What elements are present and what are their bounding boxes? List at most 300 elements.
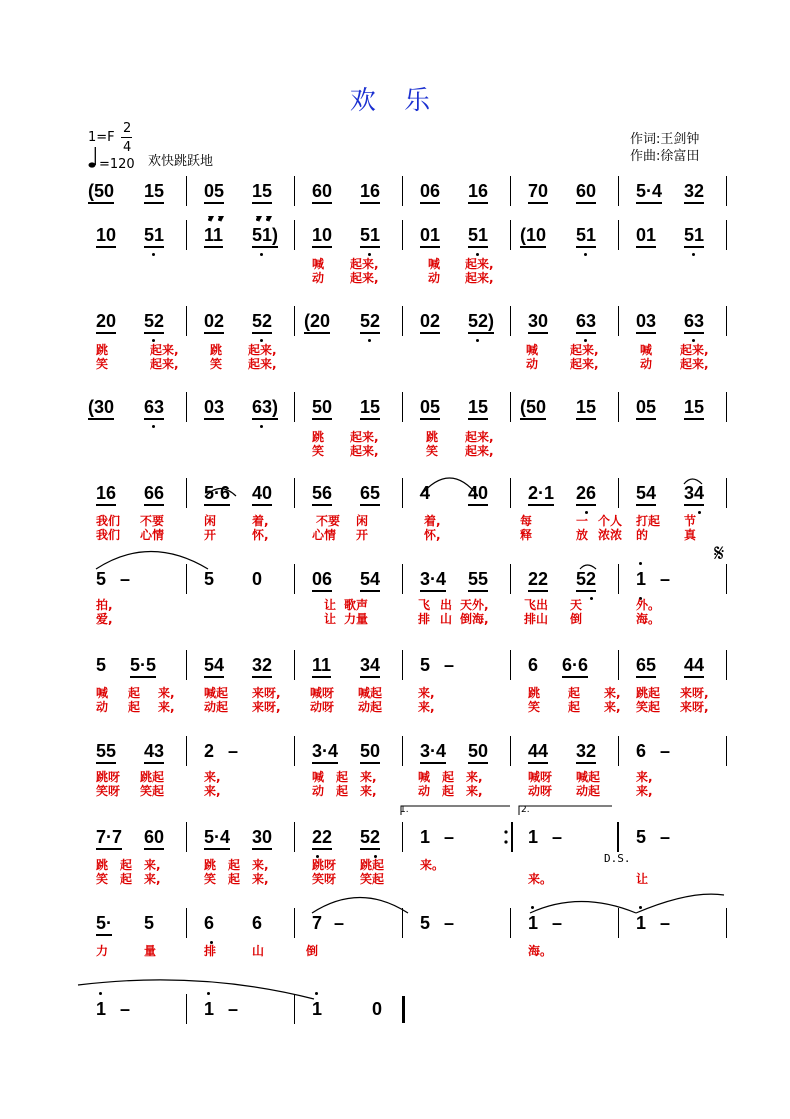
note-group: 10: [96, 224, 116, 248]
low-octave-dot: [152, 425, 155, 428]
note-group: 16: [468, 180, 488, 204]
note-group: 30: [252, 826, 272, 850]
lyric-syllable: 起: [128, 700, 141, 714]
low-octave-dot: [260, 339, 263, 342]
lyric-syllable: 来,: [604, 700, 621, 714]
barline: [402, 822, 403, 852]
lyric-syllable: 来呀,: [252, 700, 281, 714]
lyric-syllable: 笑: [96, 357, 109, 371]
note-group: 02: [204, 310, 224, 334]
accent-mark-icon: [266, 216, 272, 222]
lyric-syllable: 来呀,: [252, 686, 281, 700]
high-octave-dot: [639, 562, 642, 565]
barline: [294, 822, 295, 852]
lyric-syllable: 开: [204, 528, 217, 542]
note-group: 52: [576, 568, 596, 592]
lyric-syllable: 动呀: [310, 700, 335, 714]
accent-mark-icon: [218, 216, 224, 222]
barline: [618, 736, 619, 766]
lyric-syllable: 跳: [528, 686, 541, 700]
lyric-syllable: 力: [96, 944, 109, 958]
barline: [510, 478, 511, 508]
note-group: 2: [204, 741, 215, 761]
barline: [402, 478, 403, 508]
barline: [726, 564, 727, 594]
lyric-syllable: 跳: [96, 343, 109, 357]
note-group: 60: [576, 180, 596, 204]
low-octave-dot: [692, 339, 695, 342]
note-group: 4: [420, 483, 431, 503]
lyric-syllable: 跳呀: [312, 858, 337, 872]
lyric-syllable: 起: [128, 686, 141, 700]
lyric-syllable: 来,: [204, 770, 221, 784]
barline: [186, 220, 187, 250]
note-group: 6: [528, 655, 539, 675]
volta-bracket-2: [519, 806, 612, 815]
lyric-syllable: 来,: [418, 700, 435, 714]
note-group: 1: [636, 569, 647, 589]
lyric-syllable: 来,: [636, 784, 653, 798]
note-group: 1: [204, 999, 215, 1019]
note-group: 5: [636, 827, 647, 847]
note-group: 7·7: [96, 826, 122, 850]
note-group: 44: [528, 740, 548, 764]
lyric-syllable: 动: [526, 357, 539, 371]
lyric-syllable: 喊起: [204, 686, 229, 700]
high-octave-dot: [315, 992, 318, 995]
note-group: 60: [312, 180, 332, 204]
lyric-syllable: 动: [428, 271, 441, 285]
note-group: 40: [468, 482, 488, 506]
barline: [618, 306, 619, 336]
note-group: –: [660, 569, 671, 589]
note-group: 15: [360, 396, 380, 420]
note-group: 5·6: [204, 482, 230, 506]
note-group: 5: [96, 569, 107, 589]
low-octave-dot: [476, 339, 479, 342]
lyric-syllable: 动呀: [528, 784, 553, 798]
lyric-syllable: 起来,: [248, 357, 277, 371]
note-group: (50: [520, 396, 546, 420]
note-group: –: [660, 741, 671, 761]
lyric-syllable: 心情: [140, 528, 165, 542]
note-group: 0: [372, 999, 383, 1019]
accent-mark-icon: [208, 216, 214, 222]
note-group: 1: [96, 999, 107, 1019]
lyric-syllable: 着,: [424, 514, 441, 528]
lyric-syllable: 着,: [252, 514, 269, 528]
lyric-syllable: 来,: [636, 770, 653, 784]
time-signature-line: [121, 137, 132, 138]
tempo-mark: =120: [99, 157, 135, 172]
note-group: –: [120, 999, 131, 1019]
lyric-syllable: 山: [252, 944, 265, 958]
lyric-syllable: 起: [568, 686, 581, 700]
note-group: 65: [360, 482, 380, 506]
lyric-syllable: 跳: [210, 343, 223, 357]
note-group: 56: [312, 482, 332, 506]
note-group: 52: [360, 310, 380, 334]
note-group: 06: [312, 568, 332, 592]
barline: [294, 564, 295, 594]
lyric-syllable: 起: [442, 770, 455, 784]
note-group: 50: [312, 396, 332, 420]
lyric-syllable: 起: [568, 700, 581, 714]
note-group: 5: [144, 913, 155, 933]
note-group: 5: [420, 655, 431, 675]
lyric-syllable: 来呀,: [680, 700, 709, 714]
note-group: 1: [528, 827, 539, 847]
note-group: –: [120, 569, 131, 589]
lyric-syllable: 的: [636, 528, 649, 542]
lyric-syllable: 笑呀: [312, 872, 337, 886]
lyric-syllable: 倒: [570, 612, 583, 626]
high-octave-dot: [99, 992, 102, 995]
lyric-syllable: 跳: [204, 858, 217, 872]
high-octave-dot: [531, 906, 534, 909]
barline: [294, 994, 295, 1024]
note-group: 51: [360, 224, 380, 248]
lyric-syllable: 倒: [306, 944, 319, 958]
volta-bracket-1: [401, 806, 510, 815]
lyric-syllable: 放: [576, 528, 589, 542]
barline: [510, 736, 511, 766]
lyric-syllable: 让: [324, 612, 337, 626]
note-group: 15: [684, 396, 704, 420]
tie-arc: [78, 980, 314, 999]
note-group: 16: [360, 180, 380, 204]
note-group: 32: [252, 654, 272, 678]
barline: [402, 650, 403, 680]
lyric-syllable: 爱,: [96, 612, 113, 626]
lyric-syllable: 笑起: [636, 700, 661, 714]
lyric-syllable: 山: [440, 612, 453, 626]
note-group: (50: [88, 180, 114, 204]
note-group: 65: [636, 654, 656, 678]
lyric-syllable: 起: [336, 784, 349, 798]
note-group: 34: [360, 654, 380, 678]
ds-marking: D.S.: [604, 852, 631, 865]
note-group: 51: [144, 224, 164, 248]
lyric-syllable: 起来,: [570, 357, 599, 371]
note-group: 03: [204, 396, 224, 420]
lyric-syllable: 跳起: [636, 686, 661, 700]
lyric-syllable: 起来,: [680, 357, 709, 371]
segno-sign: 𝄋: [714, 539, 725, 567]
lyric-syllable: 浓浓: [598, 528, 623, 542]
note-group: 16: [96, 482, 116, 506]
note-group: 6: [204, 913, 215, 933]
lyric-syllable: 一: [576, 514, 589, 528]
note-group: –: [660, 913, 671, 933]
lyric-syllable: 不要: [140, 514, 165, 528]
note-group: 03: [636, 310, 656, 334]
barline: [186, 392, 187, 422]
barline: [294, 650, 295, 680]
lyric-syllable: 动起: [204, 700, 229, 714]
lyric-syllable: 动: [418, 784, 431, 798]
note-group: 55: [96, 740, 116, 764]
lyric-syllable: 让: [324, 598, 337, 612]
lyric-syllable: 来,: [158, 686, 175, 700]
note-group: 15: [144, 180, 164, 204]
lyric-syllable: 喊: [428, 257, 441, 271]
barline: [294, 306, 295, 336]
lyric-syllable: 跳: [96, 858, 109, 872]
note-group: 51: [684, 224, 704, 248]
expression-mark: 欢快跳跃地: [148, 154, 214, 169]
note-group: –: [228, 741, 239, 761]
note-group: 63: [576, 310, 596, 334]
low-octave-dot: [698, 511, 701, 514]
note-group: 2·1: [528, 482, 554, 506]
lyric-syllable: 来,: [252, 872, 269, 886]
barline: [510, 564, 511, 594]
lyric-syllable: 打起: [636, 514, 661, 528]
lyric-syllable: 海。: [528, 944, 553, 958]
note-group: 3·4: [312, 740, 338, 764]
barline: [186, 478, 187, 508]
lyric-syllable: 跳起: [360, 858, 385, 872]
note-group: 51: [468, 224, 488, 248]
lyric-syllable: 心情: [312, 528, 337, 542]
lyric-syllable: 来呀,: [680, 686, 709, 700]
time-signature-bottom: 4: [123, 140, 132, 155]
note-group: 11: [312, 654, 331, 678]
lyric-syllable: 喊起: [358, 686, 383, 700]
lyric-syllable: 喊: [640, 343, 653, 357]
high-octave-dot: [207, 992, 210, 995]
note-group: 05: [204, 180, 224, 204]
note-group: 52: [360, 826, 380, 850]
lyric-syllable: 起来,: [350, 444, 379, 458]
barline: [726, 736, 727, 766]
lyric-syllable: 怀,: [424, 528, 441, 542]
tie-arc: [96, 552, 208, 570]
note-group: 1: [312, 999, 323, 1019]
lyric-syllable: 喊: [418, 770, 431, 784]
barline: [186, 176, 187, 206]
lyric-syllable: 起来,: [350, 257, 379, 271]
lyric-syllable: 量: [144, 944, 157, 958]
lyric-syllable: 开: [356, 528, 369, 542]
note-group: 5·4: [204, 826, 230, 850]
barline: [294, 478, 295, 508]
note-group: 40: [252, 482, 272, 506]
barline: [294, 736, 295, 766]
volta-1-label: 1.: [400, 805, 409, 815]
low-octave-dot: [476, 253, 479, 256]
lyric-syllable: 动: [312, 784, 325, 798]
lyric-syllable: 起来,: [465, 271, 494, 285]
barline: [402, 564, 403, 594]
barline: [402, 392, 403, 422]
tie-arc: [530, 902, 636, 914]
lyric-syllable: 动: [96, 700, 109, 714]
lyric-syllable: 拍,: [96, 598, 113, 612]
barline: [726, 220, 727, 250]
lyric-syllable: 来,: [144, 872, 161, 886]
lyric-syllable: 天: [570, 598, 583, 612]
note-group: 51: [576, 224, 596, 248]
lyric-syllable: 笑呀: [96, 784, 121, 798]
low-octave-dot: [260, 253, 263, 256]
barline: [618, 478, 619, 508]
low-octave-dot: [368, 339, 371, 342]
note-group: 43: [144, 740, 164, 764]
barline: [510, 306, 511, 336]
low-octave-dot: [260, 425, 263, 428]
note-group: –: [228, 999, 239, 1019]
note-group: 51): [252, 224, 278, 248]
note-group: 63: [144, 396, 164, 420]
lyric-syllable: 跳: [426, 430, 439, 444]
note-group: 10: [312, 224, 332, 248]
lyric-syllable: 起来,: [465, 444, 494, 458]
note-group: 1: [420, 827, 431, 847]
lyric-syllable: 不要: [316, 514, 341, 528]
lyric-syllable: 闲: [204, 514, 217, 528]
lyric-syllable: 外。: [636, 598, 661, 612]
note-group: –: [334, 913, 345, 933]
note-group: 06: [420, 180, 440, 204]
lyric-syllable: 排: [204, 944, 217, 958]
lyric-syllable: 天外,: [460, 598, 489, 612]
barline: [726, 392, 727, 422]
lyric-syllable: 来,: [360, 784, 377, 798]
note-group: 52: [144, 310, 164, 334]
barline: [726, 650, 727, 680]
note-group: 3·4: [420, 740, 446, 764]
lyric-syllable: 起: [442, 784, 455, 798]
lyricist-credit: 作词:王剑钟: [630, 132, 700, 147]
note-group: 34: [684, 482, 704, 506]
note-group: 1: [528, 913, 539, 933]
lyric-syllable: 我们: [96, 514, 121, 528]
note-group: (30: [88, 396, 114, 420]
note-group: 22: [312, 826, 332, 850]
lyric-syllable: 起: [228, 858, 241, 872]
high-octave-dot: [639, 906, 642, 909]
low-octave-dot: [692, 253, 695, 256]
lyric-syllable: 个人: [598, 514, 623, 528]
lyric-syllable: 起来,: [350, 271, 379, 285]
barline: [402, 220, 403, 250]
lyric-syllable: 起来,: [150, 357, 179, 371]
time-signature-top: 2: [123, 121, 132, 136]
composer-credit: 作曲:徐富田: [630, 149, 700, 164]
low-octave-dot: [584, 253, 587, 256]
lyric-syllable: 笑: [312, 444, 325, 458]
lyric-syllable: 来,: [144, 858, 161, 872]
note-group: 52: [252, 310, 272, 334]
note-group: 15: [576, 396, 596, 420]
note-group: 6: [636, 741, 647, 761]
note-group: –: [444, 655, 455, 675]
barline: [510, 908, 511, 938]
lyric-syllable: 释: [520, 528, 533, 542]
note-group: 11: [204, 224, 223, 248]
note-group: 66: [144, 482, 164, 506]
note-group: 5: [96, 655, 107, 675]
lyric-syllable: 起来,: [350, 430, 379, 444]
note-group: 30: [528, 310, 548, 334]
note-group: 5·4: [636, 180, 662, 204]
note-group: –: [444, 913, 455, 933]
barline: [186, 822, 187, 852]
barline: [618, 908, 619, 938]
note-group: 32: [576, 740, 596, 764]
note-group: 5: [420, 913, 431, 933]
note-group: 5·5: [130, 654, 156, 678]
lyric-syllable: 笑起: [140, 784, 165, 798]
note-group: 50: [360, 740, 380, 764]
barline: [726, 908, 727, 938]
note-group: –: [444, 827, 455, 847]
lyric-syllable: 跳起: [140, 770, 165, 784]
note-group: 50: [468, 740, 488, 764]
note-group: 20: [96, 310, 116, 334]
low-octave-dot: [584, 339, 587, 342]
barline: [186, 306, 187, 336]
barline: [726, 306, 727, 336]
barline: [510, 650, 511, 680]
barline: [726, 176, 727, 206]
barline: [726, 478, 727, 508]
note-group: 54: [204, 654, 224, 678]
note-group: 70: [528, 180, 548, 204]
accent-mark-icon: [256, 216, 262, 222]
barline: [294, 220, 295, 250]
note-group: 01: [636, 224, 656, 248]
note-group: 05: [636, 396, 656, 420]
lyric-syllable: 飞出: [524, 598, 549, 612]
lyric-syllable: 起: [336, 770, 349, 784]
lyric-syllable: 海。: [636, 612, 661, 626]
note-group: 05: [420, 396, 440, 420]
note-group: 5·: [96, 912, 112, 936]
lyric-syllable: 起来,: [570, 343, 599, 357]
low-octave-dot: [368, 253, 371, 256]
note-group: –: [552, 827, 563, 847]
note-group: 63: [684, 310, 704, 334]
lyric-syllable: 笑起: [360, 872, 385, 886]
note-group: 26: [576, 482, 596, 506]
note-group: 6: [252, 913, 263, 933]
barline: [618, 650, 619, 680]
barline: [186, 994, 187, 1024]
lyric-syllable: 起来,: [248, 343, 277, 357]
note-group: (10: [520, 224, 546, 248]
lyric-syllable: 排山: [524, 612, 549, 626]
note-group: 54: [636, 482, 656, 506]
note-group: 22: [528, 568, 548, 592]
lyric-syllable: 怀,: [252, 528, 269, 542]
lyric-syllable: 来,: [466, 770, 483, 784]
tie-arc: [312, 898, 408, 914]
repeat-dot: [504, 830, 507, 833]
lyric-syllable: 闲: [356, 514, 369, 528]
note-group: 55: [468, 568, 488, 592]
note-group: 15: [252, 180, 272, 204]
barline: [294, 176, 295, 206]
volta-2-label: 2.: [521, 805, 530, 815]
note-group: –: [552, 913, 563, 933]
lyric-syllable: 跳呀: [96, 770, 121, 784]
lyric-syllable: 笑: [426, 444, 439, 458]
lyric-syllable: 喊: [526, 343, 539, 357]
lyric-syllable: 排: [418, 612, 431, 626]
